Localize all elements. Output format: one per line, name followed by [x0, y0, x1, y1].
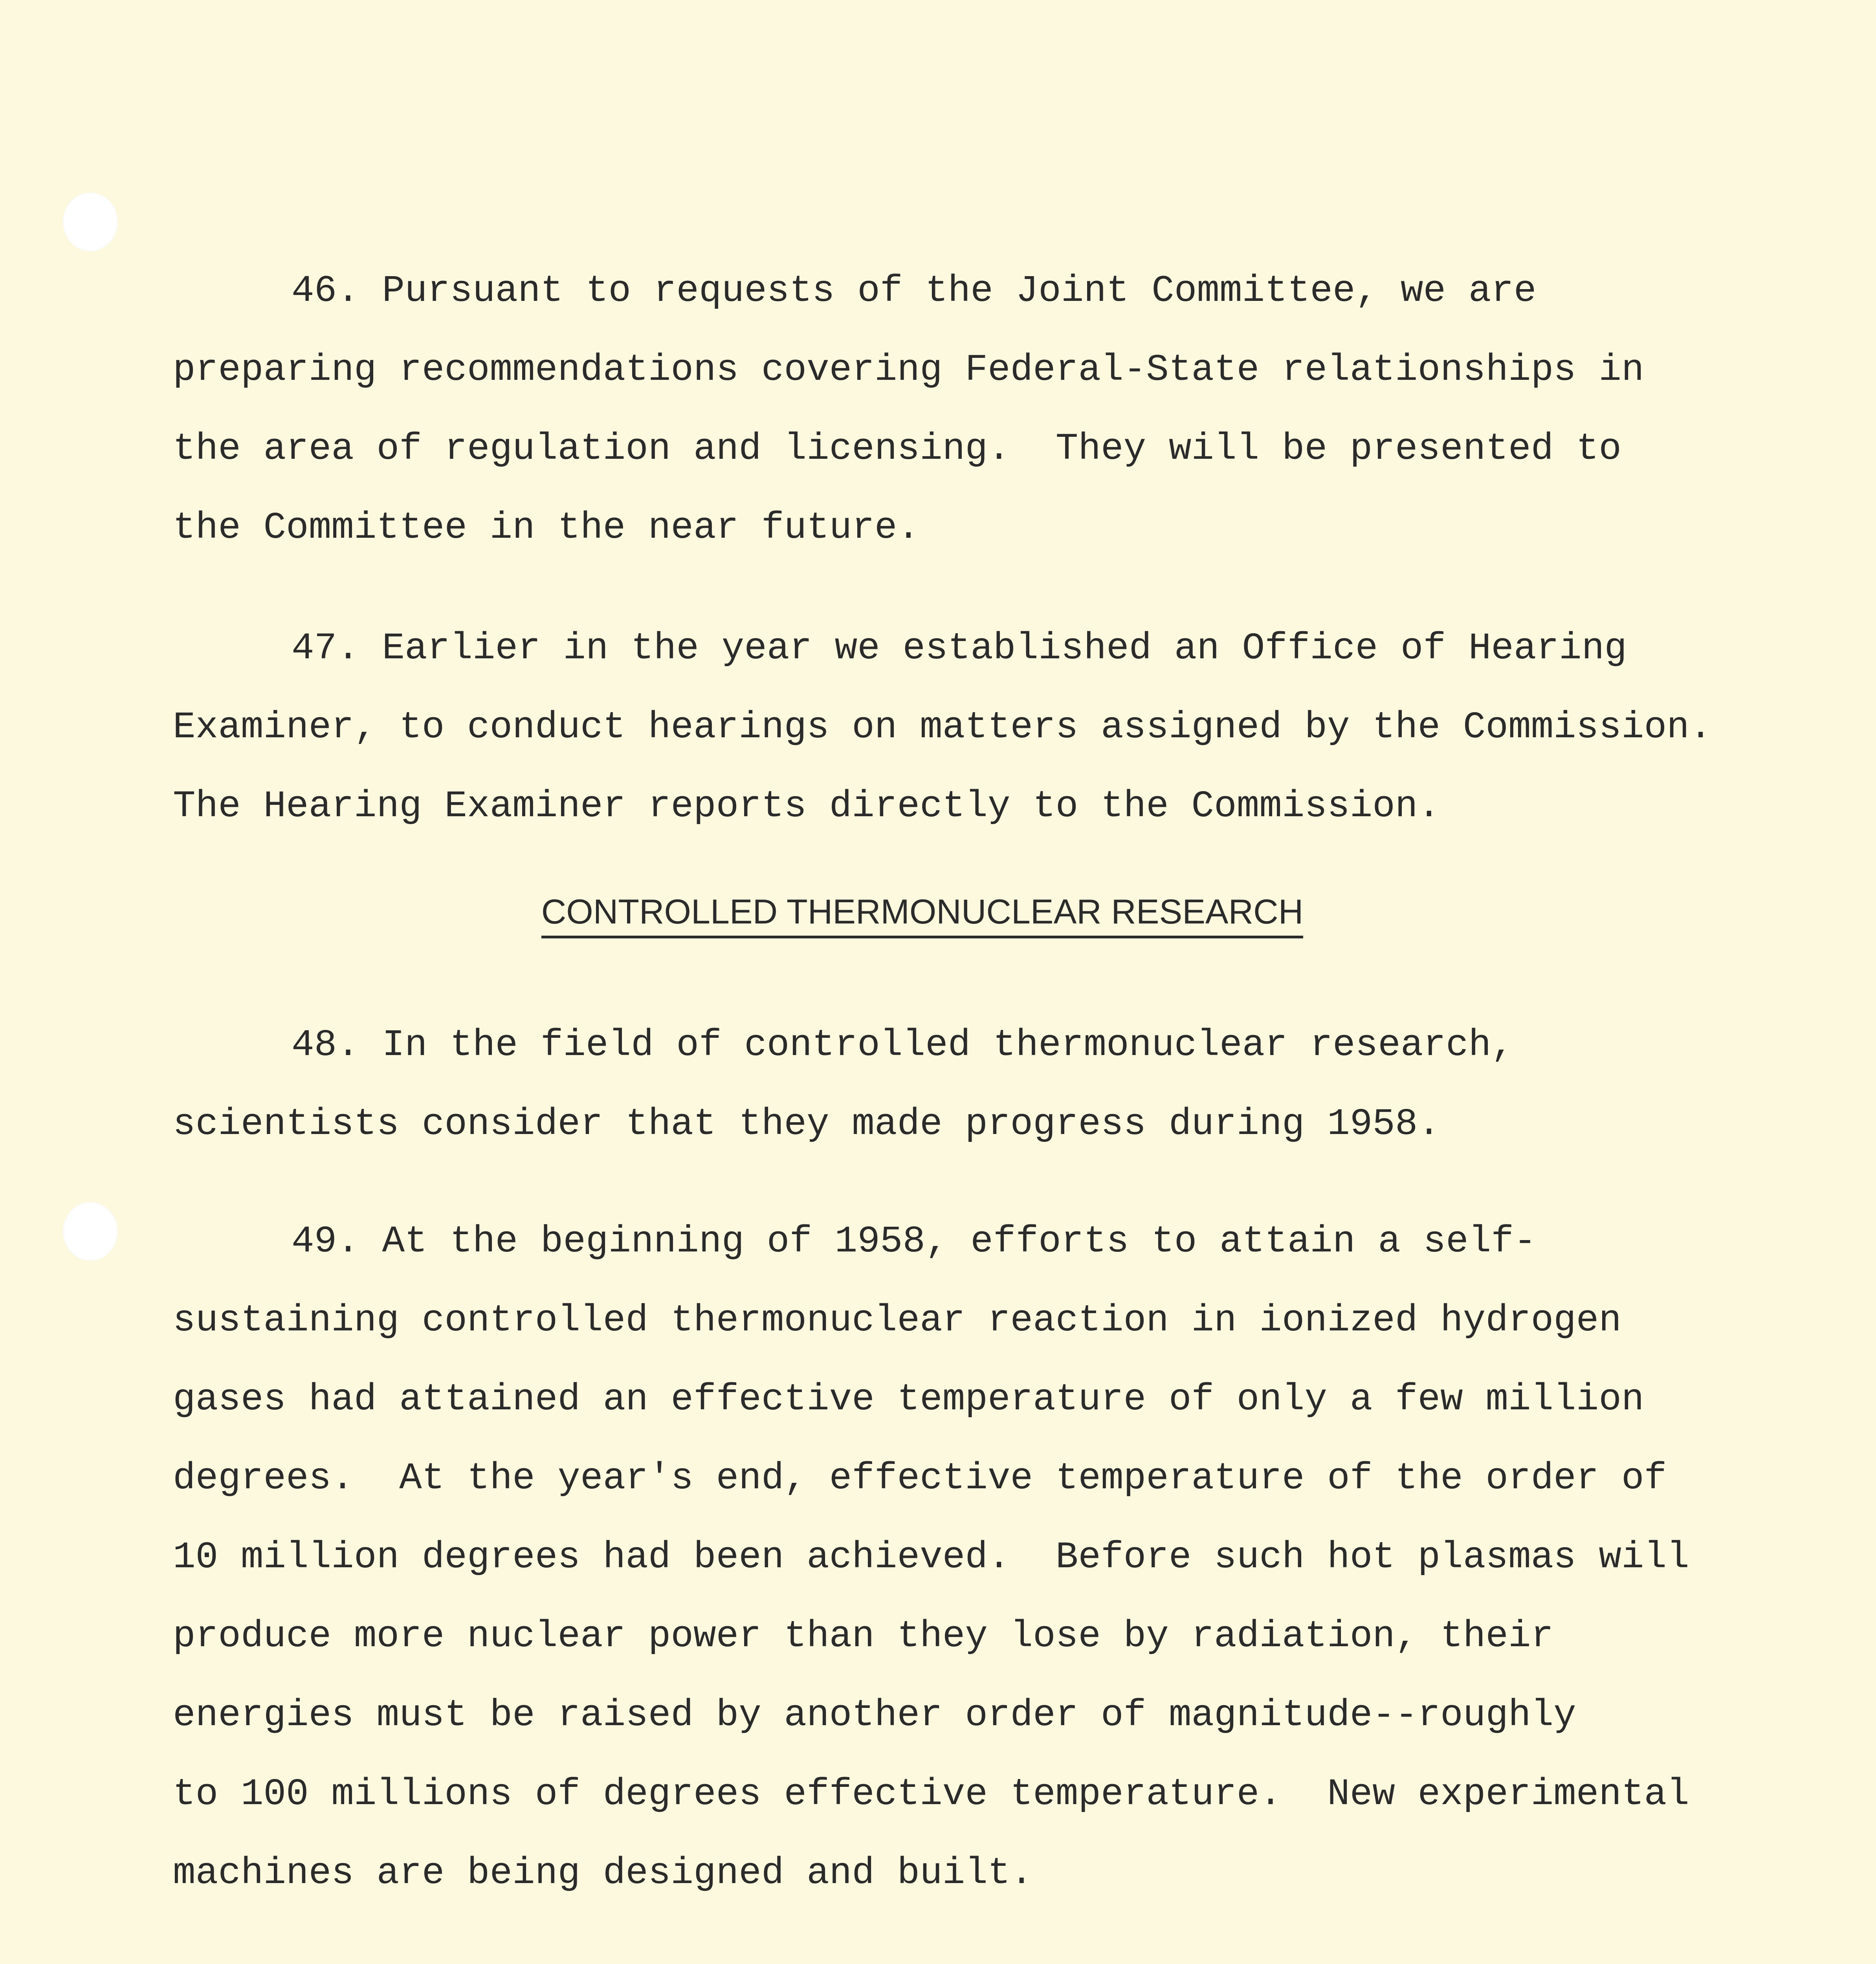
paragraph-46-line: the area of regulation and licensing. They will be presented to	[173, 427, 1621, 470]
paragraph-48-line: scientists consider that they made progress during 1958.	[173, 1103, 1441, 1145]
paragraph-46	[173, 251, 1792, 567]
paragraph-50-line	[173, 1952, 1792, 1964]
punch-hole-middle	[63, 1202, 118, 1261]
paragraph-50	[173, 1952, 1792, 1964]
section-heading	[0, 892, 1876, 938]
paragraph-46-line: 46. Pursuant to requests of the Joint Committee, we are	[292, 269, 1537, 312]
paragraph-48	[173, 1006, 1792, 1163]
paragraph-49-line: machines are being designed and built.	[173, 1852, 1033, 1894]
paragraph-46-line: the Committee in the near future.	[173, 506, 920, 549]
paragraph-49-line: to 100 millions of degrees effective temperature. New experimental	[173, 1773, 1689, 1816]
punch-hole-top	[63, 192, 118, 251]
paragraph-49-line: produce more nuclear power than they lose by radiation, their	[173, 1615, 1554, 1658]
paragraph-49-line: sustaining controlled thermonuclear reaction in ionized hydrogen	[173, 1299, 1621, 1342]
paragraph-47-line: 47. Earlier in the year we established an Office of Hearing	[292, 627, 1627, 670]
paragraph-46-line: preparing recommendations covering Federal-State relationships in	[173, 348, 1644, 391]
paragraph-49	[173, 1202, 1792, 1913]
paragraph-47-line: Examiner, to conduct hearings on matters assigned by the Commission.	[173, 706, 1712, 749]
paragraph-49-line: 10 million degrees had been achieved. Before such hot plasmas will	[173, 1536, 1689, 1579]
paragraph-48-line: 48. In the field of controlled thermonuclear research,	[292, 1024, 1514, 1066]
paragraph-47-line: The Hearing Examiner reports directly to the Commission.	[173, 785, 1441, 828]
paragraph-47	[173, 609, 1792, 846]
paragraph-49-line: 49. At the beginning of 1958, efforts to attain a self-	[292, 1220, 1537, 1263]
paragraph-49-line: energies must be raised by another order of magnitude--roughly	[173, 1694, 1576, 1737]
paragraph-49-line: gases had attained an effective temperature of only a few million	[173, 1378, 1644, 1421]
section-heading-text: CONTROLLED THERMONUCLEAR RESEARCH	[541, 892, 1304, 938]
paragraph-49-line: degrees. At the year's end, effective temperature of the order of	[173, 1457, 1667, 1500]
